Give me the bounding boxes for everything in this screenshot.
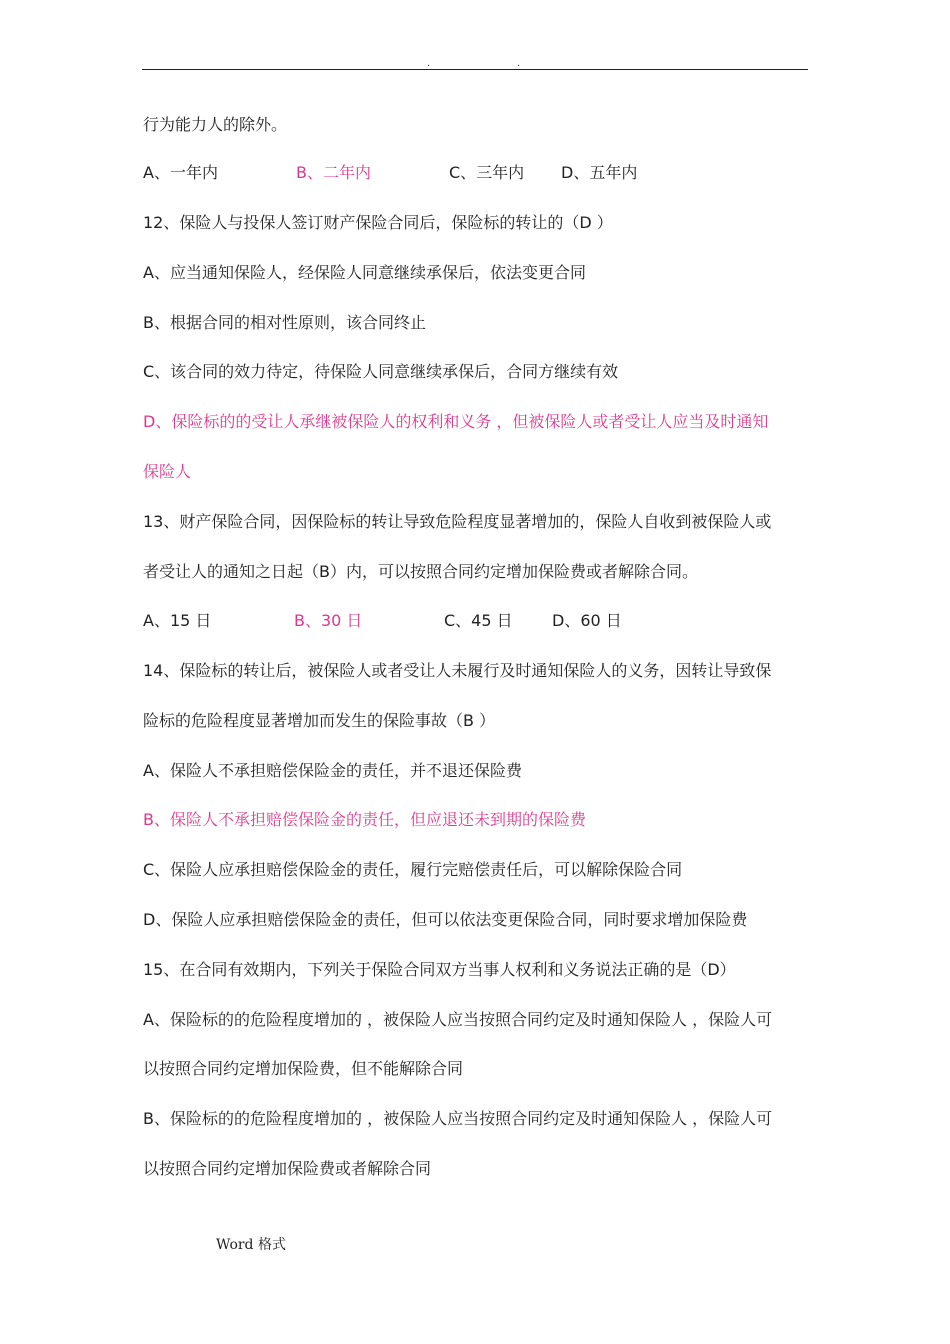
q15-option-b-cont: 以按照合同约定增加保险费或者解除合同 <box>143 1159 432 1178</box>
q14-option-b-answer: B、保险人不承担赔偿保险金的责任，但应退还未到期的保险费 <box>143 810 586 829</box>
q14-option-a: A、保险人不承担赔偿保险金的责任，并不退还保险费 <box>143 761 522 780</box>
header-dot: . <box>427 58 431 69</box>
q12-option-b: B、根据合同的相对性原则，该合同终止 <box>143 313 426 332</box>
text-line: 行为能力人的除外。 <box>143 115 288 134</box>
q13-option-a: A、15 日 <box>143 611 212 630</box>
question-12: 12、保险人与投保人签订财产保险合同后，保险标的转让的（D ） <box>143 213 613 232</box>
q12-option-d-answer: D、保险标的的受让人承继被保险人的权利和义务 ，但被保险人或者受让人应当及时通知 <box>143 412 769 431</box>
q15-option-a: A、保险标的的危险程度增加的 ，被保险人应当按照合同约定及时通知保险人 ，保险人可 <box>143 1010 773 1029</box>
header-rule <box>142 69 808 70</box>
q12-option-c: C、该合同的效力待定，待保险人同意继续承保后，合同方继续有效 <box>143 362 619 381</box>
q13-option-d: D、60 日 <box>552 611 622 630</box>
question-13-cont: 者受让人的通知之日起（B）内，可以按照合同约定增加保险费或者解除合同。 <box>143 562 698 581</box>
option-d: D、五年内 <box>561 163 638 182</box>
question-13: 13、财产保险合同，因保险标的转让导致危险程度显著增加的，保险人自收到被保险人或 <box>143 512 772 531</box>
q14-option-c: C、保险人应承担赔偿保险金的责任，履行完赔偿责任后，可以解除保险合同 <box>143 860 683 879</box>
q13-option-b-answer: B、30 日 <box>294 611 363 630</box>
q13-option-c: C、45 日 <box>444 611 513 630</box>
question-14: 14、保险标的转让后，被保险人或者受让人未履行及时通知保险人的义务，因转让导致保 <box>143 661 772 680</box>
option-a: A、一年内 <box>143 163 218 182</box>
header-dot: . <box>517 58 521 69</box>
q15-option-b: B、保险标的的危险程度增加的 ，被保险人应当按照合同约定及时通知保险人 ，保险人可 <box>143 1109 773 1128</box>
q14-option-d: D、保险人应承担赔偿保险金的责任，但可以依法变更保险合同，同时要求增加保险费 <box>143 910 748 929</box>
question-14-cont: 险标的危险程度显著增加而发生的保险事故（B ） <box>143 711 496 730</box>
option-b-answer: B、二年内 <box>296 163 371 182</box>
footer-label: Word 格式 <box>216 1237 286 1253</box>
q15-option-a-cont: 以按照合同约定增加保险费，但不能解除合同 <box>143 1059 464 1078</box>
q12-option-d-answer-cont: 保险人 <box>143 462 192 481</box>
option-c: C、三年内 <box>449 163 525 182</box>
q12-option-a: A、应当通知保险人，经保险人同意继续承保后，依法变更合同 <box>143 263 586 282</box>
question-15: 15、在合同有效期内，下列关于保险合同双方当事人权利和义务说法正确的是（D） <box>143 960 736 979</box>
